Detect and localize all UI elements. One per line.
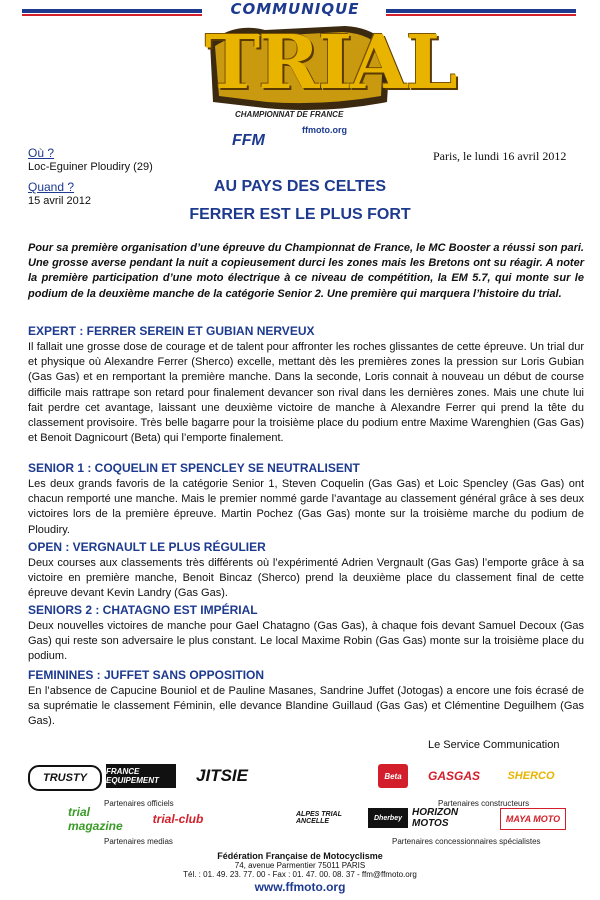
sponsor-france-equipement-logo: FRANCE EQUIPEMENT — [106, 764, 176, 788]
headline-2: FERRER EST LE PLUS FORT — [189, 206, 411, 223]
header-rule-right-red — [386, 14, 576, 16]
when-label: Quand ? — [28, 180, 75, 194]
sponsor-jitsie-logo: JITSIE — [196, 766, 248, 785]
footer-address: 74, avenue Parmentier 75011 PARIS — [234, 861, 366, 870]
header-rule-left-red — [22, 14, 202, 16]
sponsor-dherbey-logo: Dherbey — [368, 808, 408, 828]
section-text-open: Deux courses aux classements très différents où l’expérimenté Adrien Vergnault (Gas Gas) l’emporte grâce à sa victoire en première manche, Benoit Bincaz (Sherco) prend la deuxième place du classement final de cette épreuve devant Kevin Landry (Gas Gas). — [28, 557, 584, 600]
sponsor-gasgas-logo: GASGAS — [427, 769, 480, 783]
intro-paragraph: Pour sa première organisation d’une épreuve du Championnat de France, le MC Booster a réussi son pari. Une grosse averse pendant la nuit a copieusement durci les zones mais les Bretons ont su réagir. A noter la première participation d’une moto électrique à ce niveau de compétition, la EM 5.7, qui monte sur le podium de la deuxième manche de la catégorie Senior 2. Une première qui marquera l’histoire du trial. — [28, 242, 584, 300]
when-value: 15 avril 2012 — [28, 195, 91, 207]
sponsor-horizon-motos-logo: HORIZON MOTOS — [412, 807, 459, 829]
section-heading-feminines: FEMININES : JUFFET SANS OPPOSITION — [28, 668, 265, 682]
trial-logo-word: TRIAL — [205, 20, 456, 106]
media-partners-caption: Partenaires medias — [104, 837, 173, 846]
constructor-partners-caption: Partenaires constructeurs — [438, 799, 530, 808]
ffm-logo: FFM — [232, 132, 265, 149]
ffmoto-url: ffmoto.org — [302, 125, 347, 135]
section-text-feminines: En l’absence de Capucine Bouniol et de Pauline Masanes, Sandrine Juffet (Jotogas) a encore une fois écrasé de sa suprématie le classement Féminin, elle devance Blandine Guillaud (Gas Gas) et Clémentine Deguilhem (Gas Gas). — [28, 685, 584, 728]
section-heading-expert: EXPERT : FERRER SEREIN ET GUBIAN NERVEUX — [28, 324, 315, 338]
headline-1: AU PAYS DES CELTES — [213, 178, 387, 195]
section-text-expert: Il fallait une grosse dose de courage et de talent pour affronter les roches glissantes de cette épreuve. Un trial dur et physique où Alexandre Ferrer (Sherco) excelle, mettant dès les premières zones la pression sur Loris Gubian (Gas Gas) et en remportant la première manche. Dans la seconde, Loris connait à nouveau un début de course difficile mais rattrape son retard pour finalement devancer son rival dans les dernières zones. Mais une chute lui fait perdre cet avantage, laissant une deuxième victoire de manche à Alexandre Ferrer qui prend la tête du classement provisoire. Très belle bagarre pour la troisième place du podium entre Maxime Warenghien (Gas Gas) et Benoit Dagnicourt (Beta) qui l’emporte finalement. — [28, 341, 584, 445]
footer-website-link[interactable]: www.ffmoto.org — [254, 880, 346, 894]
sponsor-beta-logo: Beta — [378, 764, 408, 788]
sponsor-trial-magazine-logo: trial magazine — [68, 805, 123, 833]
footer-organisation: Fédération Française de Motocyclisme — [217, 851, 383, 861]
section-heading-seniors2: SENIORS 2 : CHATAGNO EST IMPÉRIAL — [28, 603, 258, 617]
header-rule-right — [386, 9, 576, 13]
dealer-partners-caption: Partenaires concessionnaires spécialistes — [392, 837, 541, 846]
section-heading-senior1: SENIOR 1 : COQUELIN ET SPENCLEY SE NEUTRALISENT — [28, 461, 360, 475]
championnat-label: CHAMPIONNAT DE FRANCE — [235, 110, 344, 119]
communique-banner: COMMUNIQUE — [230, 0, 360, 18]
trial-logo — [205, 20, 456, 130]
sponsor-alpes-trial-logo: ALPES TRIAL ANCELLE — [296, 811, 342, 825]
header-rule-left — [22, 9, 202, 13]
official-partners-caption: Partenaires officiels — [104, 799, 174, 808]
sponsor-sherco-logo: SHERCO — [507, 770, 555, 782]
where-value: Loc-Eguiner Ploudiry (29) — [28, 161, 153, 173]
sponsor-trusty-logo: TRUSTY — [28, 765, 102, 791]
where-label: Où ? — [28, 146, 55, 160]
sponsor-trial-club-logo: trial-club — [152, 812, 204, 826]
sponsor-maya-moto-logo: MAYA MOTO — [500, 808, 566, 830]
signature: Le Service Communication — [428, 739, 560, 751]
section-heading-open: OPEN : VERGNAULT LE PLUS RÉGULIER — [28, 540, 266, 554]
footer-contact: Tél. : 01. 49. 23. 77. 00 - Fax : 01. 47. 00. 08. 37 - ffm@ffmoto.org — [183, 870, 417, 879]
section-text-senior1: Les deux grands favoris de la catégorie Senior 1, Steven Coquelin (Gas Gas) et Loic Spencley (Gas Gas) ont chacun remporté une manche. Mais le premier nommé garde l’avantage au classement général grâce à ses deux victoires lors de la première épreuve. Martin Pochez (Gas Gas) monte sur la troisième marche du podium de Ploudiry. — [28, 478, 584, 536]
section-text-seniors2: Deux nouvelles victoires de manche pour Gael Chatagno (Gas Gas), à chaque fois devant Samuel Decoux (Gas Gas) qui reste son adversaire le plus constant. Le local Maxime Robin (Gas Gas) monte sur la troisième place du podium. — [28, 620, 584, 663]
date-line: Paris, le lundi 16 avril 2012 — [433, 149, 567, 163]
